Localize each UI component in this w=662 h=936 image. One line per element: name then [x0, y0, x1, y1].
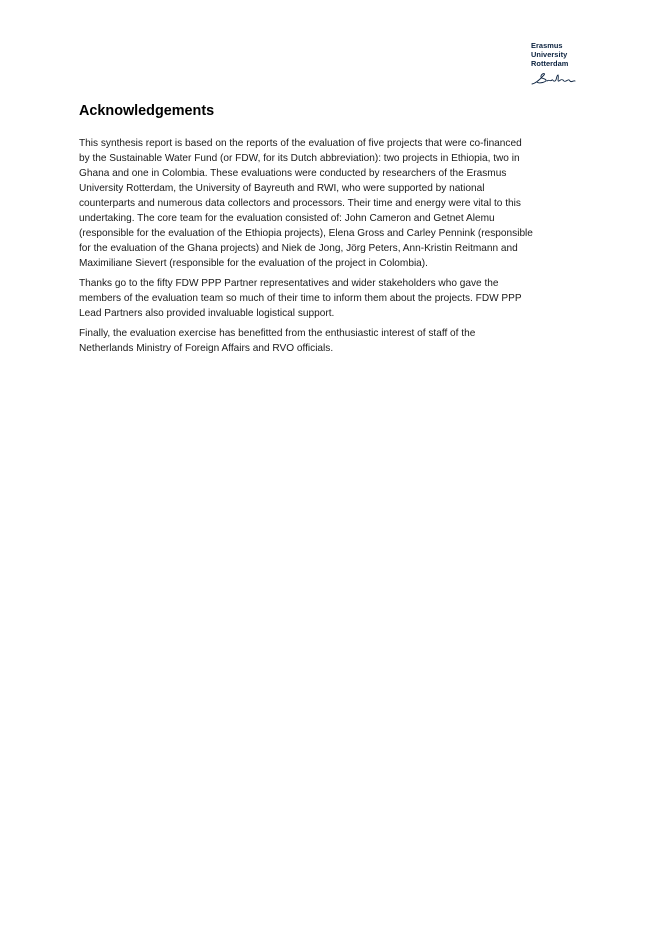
paragraph-2	[79, 276, 599, 321]
text-line: Lead Partners also provided invaluable logistical support.	[79, 308, 335, 319]
text-line: Netherlands Ministry of Foreign Affairs and RVO officials.	[79, 343, 334, 354]
text-line: This synthesis report is based on the reports of the evaluation of five projects that were co-financed	[79, 138, 522, 149]
text-line: Thanks go to the fifty FDW PPP Partner representatives and wider stakeholders who gave the	[79, 278, 499, 289]
paragraph-1	[79, 136, 599, 271]
text-line: by the Sustainable Water Fund (or FDW, for its Dutch abbreviation): two projects in Ethiopia, two in	[79, 153, 520, 164]
page-title: Acknowledgements	[79, 103, 215, 119]
text-line: counterparts and numerous data collectors and processors. Their time and energy were vital to this	[79, 198, 521, 209]
paragraph-3	[79, 326, 599, 356]
text-line: Maximiliane Sievert (responsible for the evaluation of the project in Colombia).	[79, 258, 428, 269]
university-logo	[531, 41, 591, 86]
logo-text-line-2: University	[531, 50, 568, 59]
text-line: undertaking. The core team for the evaluation consisted of: John Cameron and Getnet Alemu	[79, 213, 495, 224]
logo-text-line-1: Erasmus	[531, 41, 563, 50]
text-line: Ghana and one in Colombia. These evaluations were conducted by researchers of the Erasmus	[79, 168, 507, 179]
text-line: (responsible for the evaluation of the Ethiopia projects), Elena Gross and Carley Pennink (responsible	[79, 228, 533, 239]
logo-text-line-3: Rotterdam	[531, 59, 569, 68]
text-line: Finally, the evaluation exercise has benefitted from the enthusiastic interest of staff of the	[79, 328, 476, 339]
text-line: University Rotterdam, the University of Bayreuth and RWI, who were supported by national	[79, 183, 485, 194]
text-line: for the evaluation of the Ghana projects) and Niek de Jong, Jörg Peters, Ann-Kristin Reitmann and	[79, 243, 518, 254]
body-text	[79, 136, 599, 361]
text-line: members of the evaluation team so much of their time to inform them about the projects. FDW PPP	[79, 293, 522, 304]
ezafus-signature-icon	[531, 72, 577, 86]
